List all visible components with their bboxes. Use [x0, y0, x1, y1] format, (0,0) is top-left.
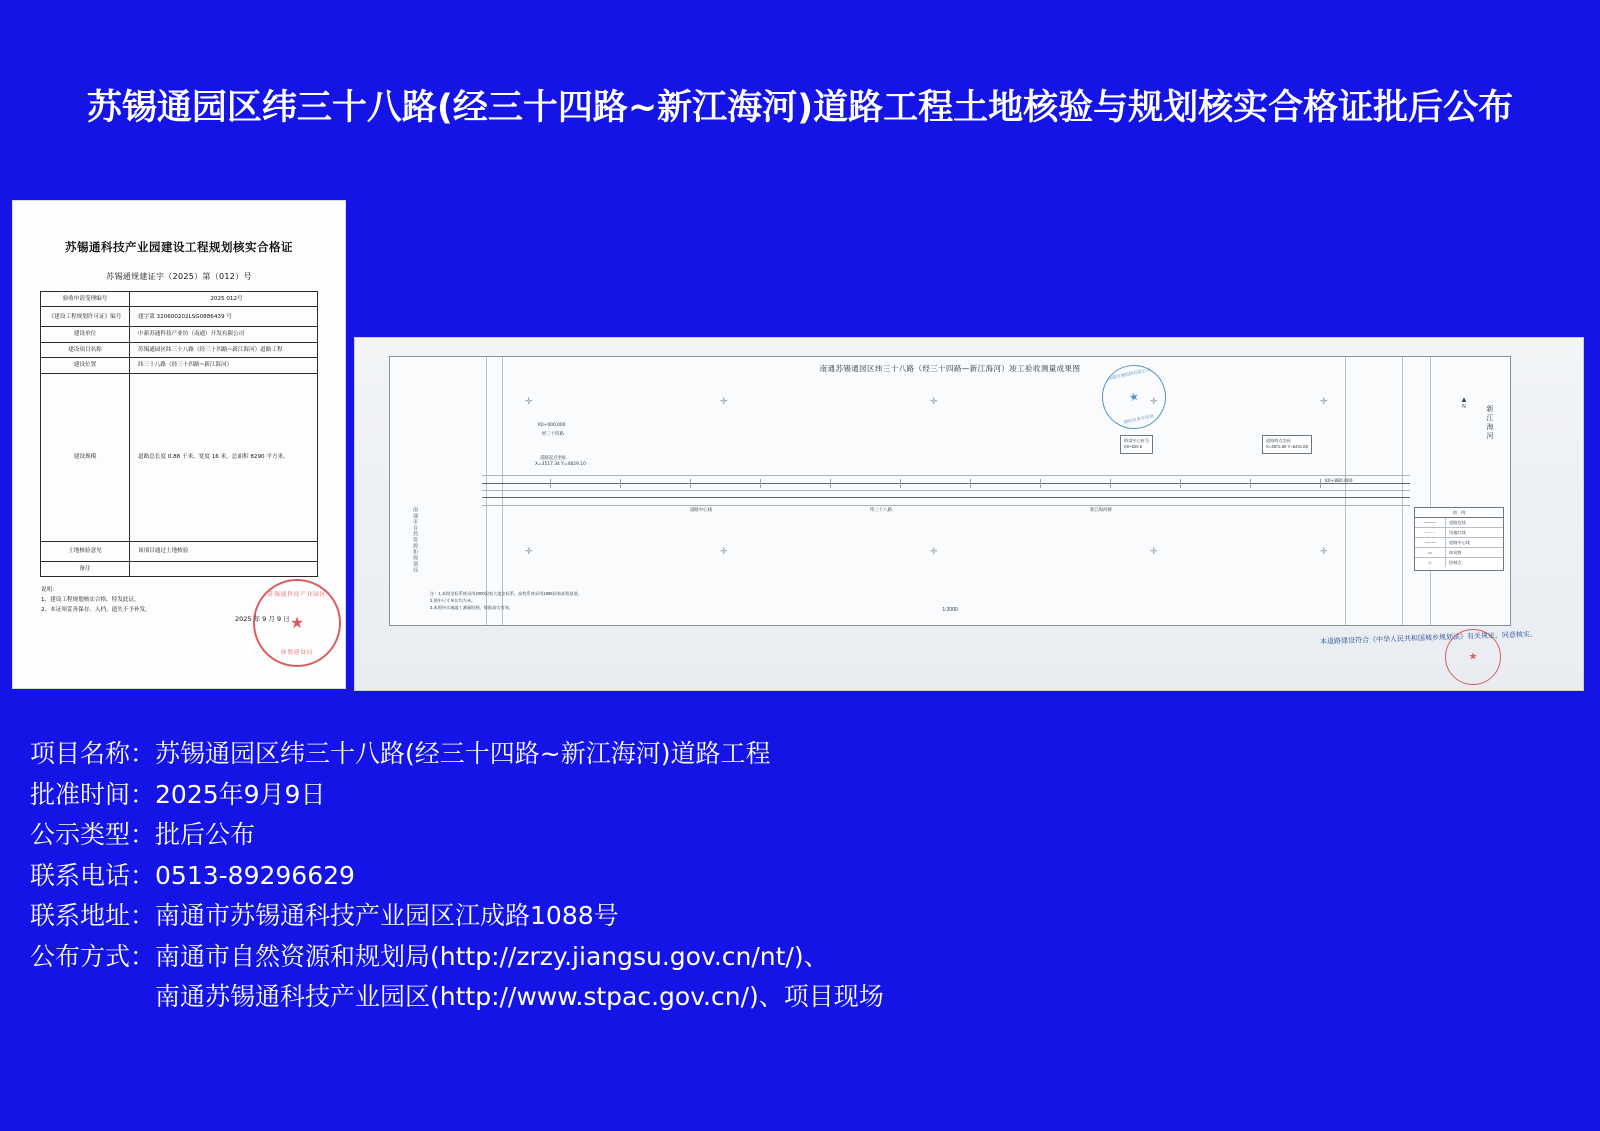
legend-symbol: ·—·—	[1415, 538, 1446, 547]
legend-header: 图 例	[1415, 508, 1503, 518]
row-value	[130, 561, 318, 576]
legend-text: 用地红线	[1449, 529, 1466, 535]
road-edge-line	[482, 497, 1410, 498]
info-row-project-name	[30, 734, 1530, 775]
label-project-name: 项目名称：	[30, 739, 156, 768]
station-tick	[1040, 479, 1041, 488]
drawing-annotation: K0+000.000	[538, 423, 566, 428]
legend-row	[1415, 528, 1503, 538]
station-tick	[1110, 479, 1111, 488]
label-publicity-type: 公示类型：	[30, 820, 156, 849]
row-label: 备注	[41, 561, 130, 576]
row-value: 中新苏通科技产业坊（南通）开发有限公司	[130, 327, 318, 342]
note-line: 1、建设工程规划核实合格，特发此证。	[41, 596, 140, 603]
river-label: 新 江 海 河	[1486, 405, 1493, 439]
seal-bottom-text: 测绘成果专用章	[1123, 413, 1155, 425]
station-tick	[690, 479, 691, 488]
drawing-annotation: 新江海河桥	[1090, 508, 1112, 513]
drawing-annotation: X=3517.34 Y=4829.10	[535, 462, 586, 467]
info-row-address	[30, 896, 1530, 937]
callout-line: 桥梁中心桩号	[1124, 438, 1150, 443]
scale-label: 1:2000	[942, 607, 958, 613]
row-value: 该项目通过土地核验	[130, 541, 318, 561]
axis-line	[1402, 357, 1403, 625]
label-publish-method: 公布方式：	[30, 941, 156, 971]
value-phone: 0513-89296629	[155, 860, 355, 890]
north-arrow-icon	[1458, 395, 1470, 410]
drawing-annotation: 经三十四路	[542, 432, 564, 437]
planning-verification-certificate-image[interactable]	[13, 201, 345, 688]
value-approval-time: 2025年9月9日	[155, 779, 326, 809]
row-label: 土地核验意见	[41, 541, 130, 561]
legend-row	[1415, 538, 1503, 548]
row-value: 建字第 320600202LSG0886439 号	[130, 307, 318, 327]
grid-cross-icon: ✛	[1320, 546, 1328, 556]
handwritten-note: 本道路建设符合《中华人民共和国城乡规划法》有关规定，同意核实。	[1319, 630, 1538, 646]
info-row-publish-method-line2	[30, 977, 1530, 1018]
legend-row	[1415, 548, 1503, 558]
callout-line: K0+620.5	[1124, 444, 1143, 450]
note-line: 3.本图经实地竣工测量绘制，数据真实有效。	[430, 604, 514, 610]
grid-cross-icon: ✛	[720, 396, 728, 406]
legend-text: 控制点	[1449, 559, 1462, 565]
table-row	[41, 373, 318, 541]
axis-line	[502, 357, 503, 625]
station-tick	[620, 479, 621, 488]
seal-top-text: 苏锡通科技产业园区	[267, 592, 327, 598]
value-address: 南通市苏锡通科技产业园区江成路1088号	[155, 901, 619, 930]
note-line: 2、本证须妥善保存、入档，遗失不予补发。	[41, 606, 151, 613]
row-label: 验收申请受理编号	[41, 292, 130, 307]
value-publicity-type: 批后公布	[155, 820, 256, 849]
row-label: 《建设工程规划许可证》编号	[41, 307, 130, 327]
axis-line	[486, 357, 487, 625]
drawing-title: 南通苏锡通园区纬三十八路（经三十四路—新江海河）竣工验收测量成果图	[819, 364, 1081, 373]
legend-symbol: －－－	[1415, 528, 1446, 537]
notes-title: 说明：	[41, 586, 58, 593]
certificate-date: 2025 年 9 月 9 日	[235, 615, 290, 623]
drawing-annotation: K0+880.000	[1325, 479, 1353, 484]
legend-symbol: ———	[1415, 518, 1446, 527]
grid-cross-icon: ✛	[1320, 396, 1328, 406]
table-row	[41, 327, 318, 342]
grid-cross-icon: ✛	[930, 396, 938, 406]
row-value: 苏锡通园区纬三十八路（经三十四路~新江海河）道路工程	[130, 342, 318, 357]
station-tick	[900, 479, 901, 488]
label-address: 联系地址：	[30, 901, 156, 930]
grid-cross-icon: ✛	[930, 546, 938, 556]
info-row-approval-time	[30, 775, 1530, 816]
drawing-callout	[1262, 435, 1312, 454]
row-label: 建设规模	[41, 373, 130, 541]
station-tick	[1250, 479, 1251, 488]
table-row	[41, 561, 318, 576]
grid-cross-icon: ✛	[525, 396, 533, 406]
seal-top-text: 南通市测绘院有限公司	[1107, 367, 1152, 382]
certificate-table	[40, 291, 318, 577]
callout-line: X=3872.60 Y=5441.08	[1266, 444, 1308, 450]
axis-line	[1430, 357, 1431, 625]
axis-line	[1345, 357, 1346, 625]
certificate-title: 苏锡通科技产业园建设工程规划核实合格证	[65, 240, 293, 254]
table-row	[41, 307, 318, 327]
page-title: 苏锡通园区纬三十八路(经三十四路~新江海河)道路工程土地核验与规划核实合格证批后公布	[86, 88, 1514, 128]
table-row	[41, 292, 318, 307]
station-tick	[760, 479, 761, 488]
drawing-frame	[389, 356, 1538, 663]
note-line: 注：1.本图坐标系统采用2000国家大地坐标系，高程系统采用1985国家高程基准。	[430, 590, 582, 596]
note-line: 2.图中尺寸单位均为米。	[430, 597, 476, 603]
legend-text: 道路边线	[1449, 519, 1466, 525]
grid-cross-icon: ✛	[720, 546, 728, 556]
north-arrow-glyph: ▲	[1460, 395, 1468, 404]
label-phone: 联系电话：	[30, 860, 156, 890]
seal-bottom-text: 规划建设局	[280, 650, 314, 656]
table-row	[41, 358, 318, 373]
drawing-side-text: 南通市自然资源和规划局	[412, 507, 418, 573]
legend-row	[1415, 558, 1503, 567]
row-label: 建设项目名称	[41, 342, 130, 357]
value-project-name: 苏锡通园区纬三十八路(经三十四路~新江海河)道路工程	[155, 739, 771, 768]
grid-cross-icon: ✛	[1150, 546, 1158, 556]
legend-text: 道路中心线	[1449, 539, 1470, 545]
value-publish-line2[interactable]: 南通苏锡通科技产业园区(http://www.stpac.gov.cn/)、项目现场	[155, 982, 884, 1011]
row-value: 2025 012号	[130, 292, 318, 307]
value-publish-line1[interactable]: 南通市自然资源和规划局(http://zrzy.jiangsu.gov.cn/nt/)、	[155, 941, 829, 971]
row-label: 建设位置	[41, 358, 130, 373]
station-tick	[970, 479, 971, 488]
drawing-annotation: 道路中心线	[690, 508, 712, 513]
grid-cross-icon: ✛	[1150, 396, 1158, 406]
drawing-annotation: 纬三十八路	[870, 508, 892, 513]
drawing-annotation: 道路起点坐标	[540, 456, 567, 461]
label-approval-time: 批准时间：	[30, 779, 156, 809]
info-row-publicity-type	[30, 815, 1530, 856]
star-icon: ★	[1128, 390, 1141, 405]
legend-symbol: ◇	[1415, 558, 1446, 567]
road-center-line	[482, 490, 1410, 491]
road-offset-line	[482, 505, 1410, 506]
legend-row	[1415, 518, 1503, 528]
callout-line: 道路终点坐标	[1266, 438, 1292, 443]
station-tick	[830, 479, 831, 488]
survey-drawing-image[interactable]	[355, 338, 1583, 690]
row-value: 道路总长度 0.88 千米，宽度 16 米，总面积 8290 平方米。	[130, 373, 318, 541]
star-icon: ★	[289, 613, 305, 632]
station-tick	[1320, 479, 1321, 488]
table-row	[41, 342, 318, 357]
row-value: 纬三十八路（经三十四路~新江海河）	[130, 358, 318, 373]
certificate-number: 苏锡通规建证字（2025）第（012）号	[106, 272, 252, 281]
documents-row	[0, 198, 1600, 698]
row-label: 建设单位	[41, 327, 130, 342]
official-seal-icon	[253, 579, 341, 667]
legend-text: 构筑物	[1449, 549, 1462, 555]
drawing-callout	[1120, 435, 1153, 454]
legend	[1414, 507, 1504, 571]
station-tick	[550, 479, 551, 488]
station-tick	[1180, 479, 1181, 488]
legend-symbol: ▭	[1415, 548, 1446, 557]
grid-cross-icon: ✛	[525, 546, 533, 556]
info-row-publish-method	[30, 937, 1530, 978]
project-info-block	[30, 734, 1530, 1018]
info-row-phone	[30, 856, 1530, 897]
road-edge-line	[482, 483, 1410, 484]
road-offset-line	[482, 475, 1410, 476]
star-icon: ★	[1468, 651, 1478, 663]
north-label: N	[1462, 404, 1466, 410]
drawing-bottom-notes	[430, 590, 582, 611]
table-row	[41, 541, 318, 561]
